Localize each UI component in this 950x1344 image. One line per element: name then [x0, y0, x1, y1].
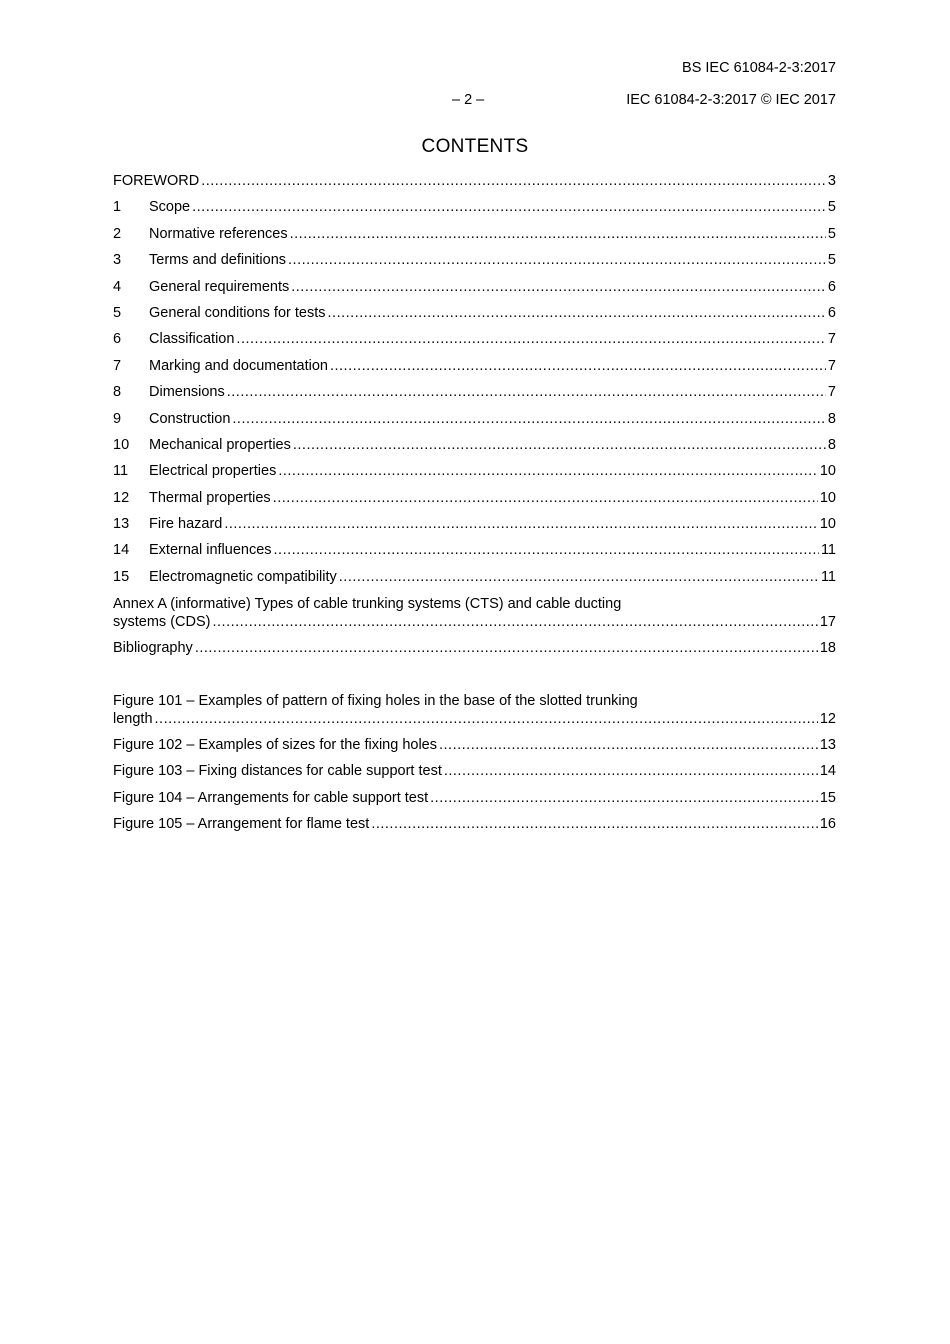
toc-entry[interactable]	[113, 199, 836, 225]
dot-leader	[291, 279, 826, 295]
figure-list	[113, 737, 836, 843]
toc-entry-label: Bibliography	[113, 640, 193, 656]
dot-leader	[278, 463, 818, 479]
toc-entry[interactable]	[113, 358, 836, 384]
toc-entry-number: 6	[113, 331, 122, 348]
toc-entry-figure-101[interactable]	[113, 693, 836, 737]
toc-entry-page: 16	[819, 816, 836, 833]
toc-entry-figure[interactable]	[113, 790, 836, 816]
toc-entry-label: General requirements	[149, 278, 290, 295]
toc-entry-page: 3	[827, 173, 836, 189]
annex-title-line2: systems (CDS)	[113, 614, 211, 630]
contents-title: CONTENTS	[421, 136, 529, 157]
dot-leader	[212, 614, 817, 630]
toc-entry-page: 11	[820, 542, 836, 559]
toc-entry-page: 11	[820, 568, 836, 585]
toc-entry-page: 5	[827, 199, 836, 216]
toc-entry-number: 2	[113, 225, 122, 242]
toc-entry-page: 6	[827, 278, 836, 295]
dot-leader	[195, 640, 818, 656]
toc-entry-page: 6	[827, 304, 836, 321]
header-standard-bs: BS IEC 61084-2-3:2017	[682, 60, 836, 76]
dot-leader	[155, 711, 818, 727]
toc-entry-number: 8	[113, 384, 122, 401]
toc-entry-number: 14	[113, 542, 130, 559]
toc-entry-foreword[interactable]	[113, 173, 836, 199]
toc-entry-label: Terms and definitions	[149, 252, 287, 269]
dot-leader	[290, 226, 826, 242]
toc-entry[interactable]	[113, 305, 836, 331]
page-number: – 2 –	[452, 92, 485, 108]
toc-entry[interactable]	[113, 279, 836, 305]
toc-entry-number: 11	[113, 463, 129, 480]
toc-entry-label: Thermal properties	[149, 489, 271, 506]
header-standard-iec: IEC 61084-2-3:2017 © IEC 2017	[626, 92, 836, 108]
dot-leader	[328, 305, 826, 321]
toc-entry-figure[interactable]	[113, 816, 836, 842]
toc-entry-label: Marking and documentation	[149, 357, 328, 374]
dot-leader	[192, 199, 826, 215]
toc-entry-page: 7	[827, 357, 836, 374]
toc-entry-bibliography[interactable]	[113, 640, 836, 666]
toc-entry-page: 8	[827, 436, 836, 453]
toc-entry-page: 5	[827, 252, 836, 269]
dot-leader	[430, 790, 818, 806]
dot-leader	[273, 490, 818, 506]
toc-entry-page: 7	[827, 331, 836, 348]
toc-entry-label: Fire hazard	[149, 516, 223, 533]
toc-entry-page: 12	[819, 711, 836, 727]
toc-entry-label: Classification	[149, 331, 235, 348]
toc-entry-page: 17	[819, 614, 836, 630]
toc-entry-page: 10	[819, 489, 836, 506]
dot-leader	[293, 437, 826, 453]
toc-entry-label: Mechanical properties	[149, 436, 291, 453]
toc-entry[interactable]	[113, 569, 836, 595]
toc-entry[interactable]	[113, 384, 836, 410]
toc-entry-page: 18	[819, 640, 836, 656]
toc-entry-page: 8	[827, 410, 836, 427]
dot-leader	[274, 542, 819, 558]
toc-entry-label: Electrical properties	[149, 463, 277, 480]
toc-entry[interactable]	[113, 411, 836, 437]
dot-leader	[201, 173, 826, 189]
toc-entry-number: 9	[113, 410, 122, 427]
toc-entry-label: Figure 103 – Fixing distances for cable support test	[113, 763, 442, 780]
annex-title-line1: Annex A (informative) Types of cable trunking systems (CTS) and cable ducting	[113, 596, 622, 612]
dot-leader	[339, 569, 819, 585]
toc-entry-label: Construction	[149, 410, 231, 427]
toc-entry-label: Figure 102 – Examples of sizes for the fixing holes	[113, 737, 437, 753]
toc-entry-label: Normative references	[149, 225, 288, 242]
toc-entry-label: Figure 104 – Arrangements for cable support test	[113, 789, 429, 806]
toc-entry-number: 13	[113, 516, 130, 533]
toc-entry[interactable]	[113, 331, 836, 357]
toc-entry-number: 1	[113, 199, 122, 216]
dot-leader	[330, 358, 826, 374]
toc-entry-number: 12	[113, 489, 130, 506]
toc-entry-label: Figure 105 – Arrangement for flame test	[113, 816, 370, 833]
toc-entry-number: 4	[113, 278, 122, 295]
toc-entry[interactable]	[113, 516, 836, 542]
toc-entry-page: 10	[819, 516, 836, 533]
toc-list	[113, 173, 836, 595]
toc-entry[interactable]	[113, 437, 836, 463]
toc-entry-number: 3	[113, 252, 122, 269]
figure-title-line2: length	[113, 711, 153, 727]
toc-entry[interactable]	[113, 226, 836, 252]
toc-entry-label: Electromagnetic compatibility	[149, 568, 337, 585]
toc-entry[interactable]	[113, 252, 836, 278]
dot-leader	[224, 516, 818, 532]
toc-entry-label: Scope	[149, 199, 191, 216]
toc-entry-figure[interactable]	[113, 763, 836, 789]
toc-entry-page: 15	[819, 789, 836, 806]
toc-entry-page: 14	[819, 763, 836, 780]
toc-entry[interactable]	[113, 463, 836, 489]
toc-entry-page: 13	[819, 737, 836, 753]
toc-entry-number: 7	[113, 357, 122, 374]
toc-entry-label: FOREWORD	[113, 173, 200, 189]
toc-entry-page: 10	[819, 463, 836, 480]
dot-leader	[236, 331, 826, 347]
dot-leader	[371, 816, 818, 832]
toc-entry-figure[interactable]	[113, 737, 836, 763]
toc-entry-page: 7	[827, 384, 836, 401]
toc-entry-label: External influences	[149, 542, 272, 559]
toc-entry-annex-a[interactable]	[113, 596, 836, 640]
toc-entry-label: Dimensions	[149, 384, 225, 401]
toc-entry-page: 5	[827, 225, 836, 242]
toc-entry-number: 5	[113, 304, 122, 321]
dot-leader	[439, 737, 818, 753]
toc-entry[interactable]	[113, 542, 836, 568]
dot-leader	[227, 384, 826, 400]
dot-leader	[444, 763, 818, 779]
toc-entry-label: General conditions for tests	[149, 304, 326, 321]
dot-leader	[288, 252, 826, 268]
figure-title-line1: Figure 101 – Examples of pattern of fixing holes in the base of the slotted trunking	[113, 693, 638, 709]
toc-entry-number: 10	[113, 436, 130, 453]
toc-entry[interactable]	[113, 490, 836, 516]
toc-entry-number: 15	[113, 568, 130, 585]
dot-leader	[232, 411, 826, 427]
